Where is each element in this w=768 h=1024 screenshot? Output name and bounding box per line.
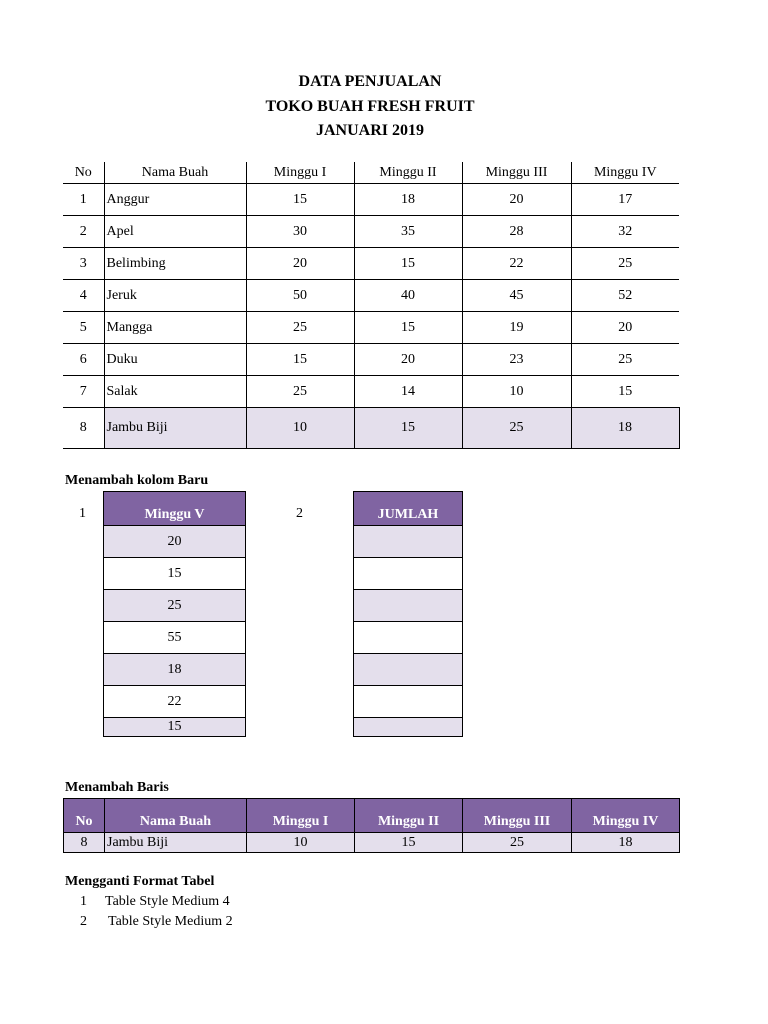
title-line-2: TOKO BUAH FRESH FRUIT [265,98,475,115]
cell-nama-buah[interactable]: Duku [104,344,246,376]
table-row [63,376,679,408]
cell-minggu-5[interactable]: 25 [104,590,246,622]
table-header-row [63,162,679,184]
cell-nama-buah[interactable]: Belimbing [104,248,246,280]
cell-no[interactable]: 8 [63,408,104,449]
table-header-row [64,799,680,833]
table-row [63,344,679,376]
cell-minggu-2[interactable]: 15 [354,312,462,344]
cell-nama-buah[interactable]: Jambu Biji [105,833,247,853]
cell-minggu-5[interactable]: 15 [104,718,246,737]
header-jumlah[interactable]: JUMLAH [354,492,463,526]
cell-minggu-5[interactable]: 18 [104,654,246,686]
title-line-1: DATA PENJUALAN [298,73,442,90]
table-row-highlighted [63,408,679,449]
cell-minggu-4[interactable]: 25 [571,248,679,280]
list-item-number: 2 [80,914,87,929]
minggu-v-column [103,491,246,737]
cell-jumlah[interactable] [354,622,463,654]
cell-jumlah[interactable] [354,654,463,686]
table-row [63,248,679,280]
cell-minggu-3[interactable]: 20 [462,184,571,216]
cell-minggu-3[interactable]: 25 [462,408,571,449]
cell-minggu-4[interactable]: 52 [571,280,679,312]
header-minggu-1[interactable]: Minggu I [247,799,355,833]
header-minggu-4: Minggu IV [571,162,679,184]
table-row [63,184,679,216]
cell-minggu-4[interactable]: 32 [571,216,679,248]
header-no: No [63,162,104,184]
cell-no[interactable]: 8 [64,833,105,853]
cell-nama-buah[interactable]: Mangga [104,312,246,344]
list-item-number: 1 [80,894,87,909]
cell-minggu-4[interactable]: 18 [572,833,680,853]
step-number-1: 1 [79,506,86,521]
header-minggu-3[interactable]: Minggu III [463,799,572,833]
cell-no[interactable]: 6 [63,344,104,376]
cell-nama-buah[interactable]: Anggur [104,184,246,216]
cell-no[interactable]: 5 [63,312,104,344]
section-heading-new-column: Menambah kolom Baru [65,473,209,488]
table-row [63,216,679,248]
cell-minggu-3[interactable]: 25 [463,833,572,853]
cell-minggu-4[interactable]: 18 [571,408,679,449]
list-item-text: Table Style Medium 2 [108,914,233,929]
cell-minggu-2[interactable]: 15 [354,248,462,280]
header-nama-buah[interactable]: Nama Buah [105,799,247,833]
cell-jumlah[interactable] [354,590,463,622]
step-number-2: 2 [296,506,303,521]
cell-minggu-1[interactable]: 50 [246,280,354,312]
cell-minggu-1[interactable]: 15 [246,184,354,216]
section-heading-format: Mengganti Format Tabel [65,874,215,889]
cell-no[interactable]: 3 [63,248,104,280]
header-nama-buah: Nama Buah [104,162,246,184]
cell-jumlah[interactable] [354,718,463,737]
header-minggu-5[interactable]: Minggu V [104,492,246,526]
cell-jumlah[interactable] [354,526,463,558]
list-item-text: Table Style Medium 4 [105,894,230,909]
cell-minggu-1[interactable]: 15 [246,344,354,376]
new-row-table [63,798,680,853]
header-minggu-3: Minggu III [462,162,571,184]
cell-minggu-3[interactable]: 45 [462,280,571,312]
cell-no[interactable]: 7 [63,376,104,408]
cell-minggu-5[interactable]: 15 [104,558,246,590]
cell-minggu-2[interactable]: 40 [354,280,462,312]
cell-minggu-3[interactable]: 19 [462,312,571,344]
header-minggu-2: Minggu II [354,162,462,184]
cell-minggu-4[interactable]: 20 [571,312,679,344]
cell-minggu-1[interactable]: 10 [246,408,354,449]
cell-minggu-2[interactable]: 18 [354,184,462,216]
cell-minggu-5[interactable]: 55 [104,622,246,654]
cell-minggu-1[interactable]: 30 [246,216,354,248]
cell-minggu-3[interactable]: 23 [462,344,571,376]
cell-no[interactable]: 4 [63,280,104,312]
cell-minggu-2[interactable]: 20 [354,344,462,376]
header-no[interactable]: No [64,799,105,833]
cell-minggu-1[interactable]: 20 [246,248,354,280]
cell-minggu-4[interactable]: 25 [571,344,679,376]
table-row [63,312,679,344]
header-minggu-4[interactable]: Minggu IV [572,799,680,833]
cell-nama-buah[interactable]: Jeruk [104,280,246,312]
cell-minggu-2[interactable]: 35 [354,216,462,248]
cell-nama-buah[interactable]: Apel [104,216,246,248]
cell-minggu-1[interactable]: 25 [246,312,354,344]
cell-minggu-2[interactable]: 15 [355,833,463,853]
cell-no[interactable]: 2 [63,216,104,248]
cell-minggu-3[interactable]: 10 [462,376,571,408]
cell-minggu-4[interactable]: 17 [571,184,679,216]
jumlah-column [353,491,463,737]
cell-minggu-5[interactable]: 22 [104,686,246,718]
header-minggu-2[interactable]: Minggu II [355,799,463,833]
cell-minggu-5[interactable]: 20 [104,526,246,558]
table-row [63,280,679,312]
table-row [64,833,680,853]
cell-minggu-4[interactable]: 15 [571,376,679,408]
cell-jumlah[interactable] [354,686,463,718]
cell-minggu-1[interactable]: 10 [247,833,355,853]
cell-no[interactable]: 1 [63,184,104,216]
cell-jumlah[interactable] [354,558,463,590]
header-minggu-1: Minggu I [246,162,354,184]
cell-minggu-3[interactable]: 22 [462,248,571,280]
cell-minggu-1[interactable]: 25 [246,376,354,408]
cell-minggu-3[interactable]: 28 [462,216,571,248]
title-line-3: JANUARI 2019 [316,122,424,139]
cell-minggu-2[interactable]: 14 [354,376,462,408]
sales-table [63,162,680,449]
cell-minggu-2[interactable]: 15 [354,408,462,449]
cell-nama-buah[interactable]: Jambu Biji [104,408,246,449]
cell-nama-buah[interactable]: Salak [104,376,246,408]
section-heading-new-row: Menambah Baris [65,780,169,795]
